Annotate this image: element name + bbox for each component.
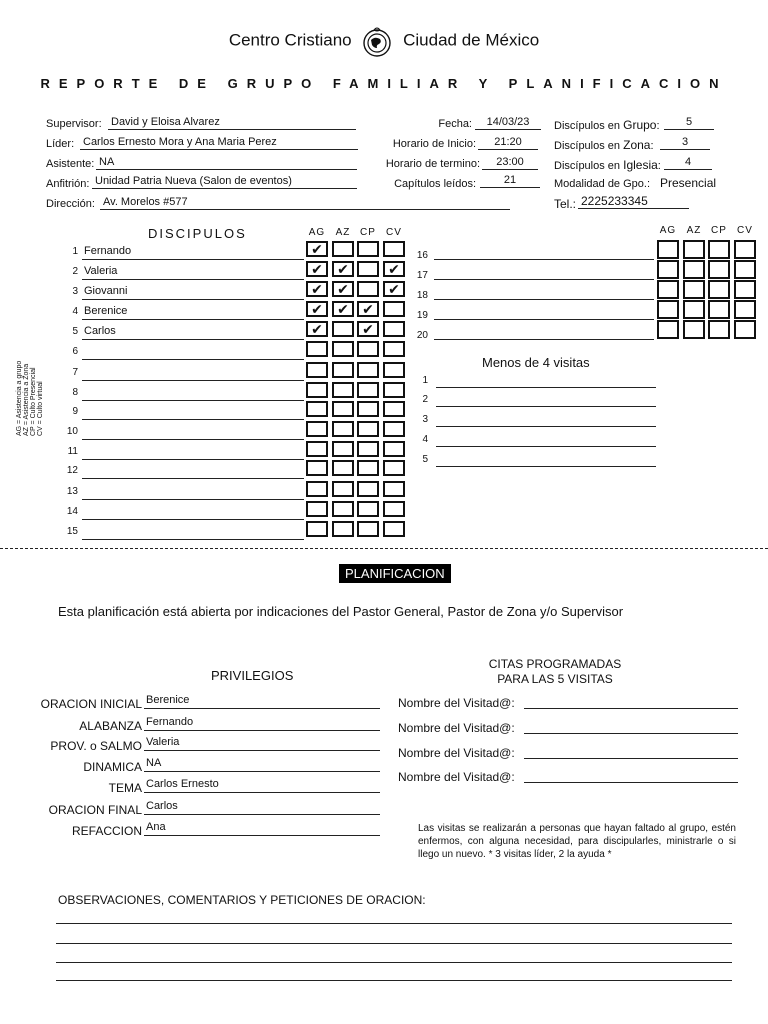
tel-label: Tel.: (554, 197, 577, 211)
horario-termino-field[interactable]: 23:00 (482, 156, 538, 170)
row-number: 10 (66, 426, 78, 437)
disciple-name-field[interactable] (434, 305, 654, 320)
attendance-checkbox-cv[interactable] (734, 280, 756, 299)
column-header-cp: CP (360, 227, 376, 238)
attendance-checkbox-ag[interactable] (657, 260, 679, 279)
horario-inicio-field[interactable]: 21:20 (478, 136, 538, 150)
org-header (0, 24, 768, 58)
attendance-checkbox-ag[interactable] (306, 460, 328, 476)
row-number: 3 (422, 414, 428, 425)
observaciones-label: OBSERVACIONES, COMENTARIOS Y PETICIONES DE ORACION: (58, 893, 426, 907)
attendance-checkbox-ag[interactable]: ✔ (306, 241, 328, 257)
attendance-checkbox-ag[interactable]: ✔ (306, 261, 328, 277)
disciple-name-field[interactable]: Valeria (82, 265, 304, 280)
attendance-checkbox-cp[interactable] (357, 521, 379, 537)
attendance-checkbox-az[interactable] (332, 481, 354, 497)
attendance-checkbox-cp[interactable] (357, 501, 379, 517)
row-number: 14 (66, 506, 78, 517)
observaciones-line[interactable] (56, 942, 732, 944)
attendance-checkbox-cv[interactable] (734, 260, 756, 279)
discipulos-zona-label: Discípulos en Zona: (554, 138, 654, 152)
attendance-checkbox-cv[interactable] (383, 321, 405, 337)
legend-ag: AG = Asistencia a grupo (16, 360, 23, 436)
discipulos-grupo-field[interactable]: 5 (664, 116, 714, 130)
row-number: 18 (416, 290, 428, 301)
attendance-checkbox-cp[interactable] (357, 382, 379, 398)
direccion-field[interactable]: Av. Morelos #577 (100, 196, 510, 210)
menos-visitas-name-field[interactable] (436, 373, 656, 388)
attendance-checkbox-cv[interactable] (383, 241, 405, 257)
attendance-checkbox-cp[interactable] (357, 421, 379, 437)
privilegio-label: TEMA (108, 781, 142, 795)
horario-termino-label: Horario de termino: (385, 158, 480, 170)
modalidad-label: Modalidad de Gpo.: (554, 178, 651, 190)
attendance-checkbox-cp[interactable] (357, 401, 379, 417)
supervisor-label: Supervisor: (46, 118, 102, 130)
column-header-cv: CV (737, 225, 753, 236)
row-number: 11 (67, 446, 78, 457)
attendance-checkbox-az[interactable] (683, 320, 705, 339)
observaciones-line[interactable] (56, 979, 732, 981)
citas-title (400, 657, 710, 687)
disciple-name-field[interactable] (82, 485, 304, 500)
attendance-checkbox-ag[interactable]: ✔ (306, 321, 328, 337)
attendance-checkbox-cp[interactable] (708, 240, 730, 259)
supervisor-field[interactable]: David y Eloisa Alvarez (108, 116, 356, 130)
citas-title-line1: CITAS PROGRAMADAS (488, 657, 622, 671)
attendance-checkbox-az[interactable] (332, 460, 354, 476)
legend-cp: CP = Culto Presencial (30, 367, 37, 436)
attendance-checkbox-ag[interactable] (306, 362, 328, 378)
row-number: 1 (72, 246, 78, 257)
attendance-checkbox-cv[interactable]: ✔ (383, 261, 405, 277)
menos-visitas-name-field[interactable] (436, 452, 656, 467)
attendance-checkbox-cv[interactable] (383, 521, 405, 537)
attendance-checkbox-cp[interactable] (357, 441, 379, 457)
attendance-checkbox-cv[interactable] (383, 401, 405, 417)
attendance-checkbox-cv[interactable] (383, 501, 405, 517)
attendance-checkbox-ag[interactable]: ✔ (306, 281, 328, 297)
attendance-checkbox-ag[interactable] (657, 240, 679, 259)
org-name-right: Ciudad de México (403, 30, 540, 50)
visitas-note: Las visitas se realizarán a personas que hayan faltado al grupo, estén enfermos, con alguna necesidad, para discipularles, ministrarle o si llego un nuevo. * 3 visitas líder, 2 la ayuda * (418, 823, 736, 860)
attendance-checkbox-ag[interactable] (306, 441, 328, 457)
privilegio-field[interactable]: Valeria (144, 736, 380, 751)
attendance-checkbox-az[interactable] (332, 501, 354, 517)
attendance-checkbox-cp[interactable] (357, 241, 379, 257)
disciple-name-field[interactable] (434, 265, 654, 280)
disciple-name-field[interactable] (82, 525, 304, 540)
lider-field[interactable]: Carlos Ernesto Mora y Ana Maria Perez (80, 136, 358, 150)
capitulos-label: Capítulos leídos: (394, 178, 476, 190)
globe-logo-icon (360, 24, 394, 58)
attendance-checkbox-cv[interactable] (383, 362, 405, 378)
observaciones-line[interactable] (56, 922, 732, 924)
attendance-checkbox-az[interactable]: ✔ (332, 301, 354, 317)
attendance-checkbox-az[interactable] (332, 521, 354, 537)
row-number: 4 (72, 306, 78, 317)
asistente-label: Asistente: (46, 158, 95, 170)
attendance-checkbox-az[interactable] (683, 280, 705, 299)
privilegio-label: DINAMICA (83, 760, 142, 774)
attendance-checkbox-az[interactable]: ✔ (332, 261, 354, 277)
visitado-field[interactable] (524, 768, 738, 783)
attendance-checkbox-cp[interactable] (708, 300, 730, 319)
attendance-checkbox-cp[interactable]: ✔ (357, 321, 379, 337)
citas-title-line2: PARA LAS 5 VISITAS (497, 672, 613, 686)
visitado-label: Nombre del Visitad@: (398, 746, 515, 760)
row-number: 1 (422, 375, 428, 386)
row-number: 2 (72, 266, 78, 277)
column-header-az: AZ (335, 227, 351, 238)
modalidad-field[interactable]: Presencial (660, 176, 717, 190)
attendance-checkbox-cv[interactable] (383, 460, 405, 476)
visitado-field[interactable] (524, 744, 738, 759)
row-number: 20 (416, 330, 428, 341)
fecha-field[interactable]: 14/03/23 (475, 116, 541, 130)
menos-visitas-name-field[interactable] (436, 412, 656, 427)
row-number: 9 (72, 406, 78, 417)
attendance-checkbox-cv[interactable] (734, 320, 756, 339)
disciple-name-field[interactable]: Giovanni (82, 285, 304, 300)
fecha-label: Fecha: (438, 118, 472, 130)
attendance-checkbox-ag[interactable] (657, 320, 679, 339)
section-divider (0, 548, 768, 549)
privilegio-field[interactable]: Fernando (144, 716, 380, 731)
attendance-checkbox-ag[interactable] (306, 382, 328, 398)
anfitrion-label: Anfitrión: (46, 178, 90, 190)
lider-label: Líder: (46, 138, 75, 150)
disciple-name-field[interactable] (434, 245, 654, 260)
attendance-checkbox-az[interactable] (332, 382, 354, 398)
attendance-checkbox-cp[interactable] (357, 460, 379, 476)
attendance-checkbox-cp[interactable] (357, 481, 379, 497)
attendance-checkbox-cv[interactable] (383, 481, 405, 497)
column-header-cp: CP (711, 225, 727, 236)
row-number: 7 (72, 367, 78, 378)
legend-cv: CV = Culto virtual (37, 381, 44, 436)
attendance-checkbox-az[interactable] (332, 241, 354, 257)
privilegio-label: ORACION FINAL (48, 803, 142, 817)
disciple-name-field[interactable]: Fernando (82, 245, 304, 260)
capitulos-field[interactable]: 21 (480, 174, 540, 188)
menos-visitas-title: Menos de 4 visitas (482, 355, 590, 370)
attendance-checkbox-cp[interactable] (357, 341, 379, 357)
row-number: 5 (72, 326, 78, 337)
tel-field[interactable]: 2225233345 (578, 195, 689, 209)
visitado-label: Nombre del Visitad@: (398, 696, 515, 710)
disciple-name-field[interactable] (82, 464, 304, 479)
disciple-name-field[interactable] (434, 285, 654, 300)
row-number: 19 (416, 310, 428, 321)
asistente-field[interactable]: NA (96, 156, 357, 170)
attendance-checkbox-cp[interactable] (357, 261, 379, 277)
attendance-checkbox-ag[interactable] (306, 401, 328, 417)
disciple-name-field[interactable] (434, 325, 654, 340)
row-number: 13 (66, 486, 78, 497)
column-header-cv: CV (386, 227, 402, 238)
org-name-left: Centro Cristiano (228, 30, 352, 50)
attendance-checkbox-ag[interactable] (306, 481, 328, 497)
attendance-checkbox-cv[interactable]: ✔ (383, 281, 405, 297)
attendance-checkbox-cv[interactable] (383, 301, 405, 317)
disciple-name-field[interactable] (82, 425, 304, 440)
disciple-name-field[interactable]: Carlos (82, 325, 304, 340)
discipulos-iglesia-field[interactable]: 4 (664, 156, 712, 170)
planificacion-title: PLANIFICACION (339, 564, 451, 583)
attendance-checkbox-az[interactable] (332, 441, 354, 457)
visitado-field[interactable] (524, 719, 738, 734)
attendance-checkbox-az[interactable] (683, 300, 705, 319)
planificacion-note: Esta planificación está abierta por indicaciones del Pastor General, Pastor de Zona y/o Supervisor (58, 604, 624, 619)
discipulos-zona-field[interactable]: 3 (660, 136, 710, 150)
row-number: 8 (72, 387, 78, 398)
attendance-checkbox-cp[interactable] (708, 320, 730, 339)
attendance-checkbox-cp[interactable] (357, 362, 379, 378)
privilegio-label: REFACCION (71, 824, 142, 838)
privilegio-field[interactable]: Carlos Ernesto (144, 778, 380, 793)
discipulos-iglesia-label: Discípulos en Iglesia: (554, 158, 661, 172)
observaciones-line[interactable] (56, 961, 732, 963)
attendance-checkbox-az[interactable] (332, 321, 354, 337)
attendance-legend (16, 361, 44, 436)
row-number: 4 (422, 434, 428, 445)
attendance-checkbox-cv[interactable] (383, 341, 405, 357)
attendance-checkbox-cv[interactable] (734, 240, 756, 259)
attendance-checkbox-ag[interactable]: ✔ (306, 301, 328, 317)
column-header-ag: AG (659, 225, 677, 236)
attendance-checkbox-az[interactable] (683, 240, 705, 259)
menos-visitas-name-field[interactable] (436, 432, 656, 447)
attendance-checkbox-az[interactable] (332, 421, 354, 437)
attendance-checkbox-cv[interactable] (383, 421, 405, 437)
disciple-name-field[interactable]: Berenice (82, 305, 304, 320)
privilegios-title: PRIVILEGIOS (211, 668, 294, 683)
privilegio-label: PROV. o SALMO (50, 739, 142, 753)
direccion-label: Dirección: (46, 198, 95, 210)
anfitrion-field[interactable]: Unidad Patria Nueva (Salon de eventos) (92, 175, 357, 189)
attendance-checkbox-az[interactable] (683, 260, 705, 279)
discipulos-grupo-label: Discípulos en Grupo: (554, 118, 660, 132)
attendance-checkbox-ag[interactable] (306, 341, 328, 357)
horario-inicio-label: Horario de Inicio: (392, 138, 476, 150)
attendance-checkbox-ag[interactable] (657, 280, 679, 299)
attendance-checkbox-ag[interactable] (657, 300, 679, 319)
legend-az: AZ = Asistencia a Zona (23, 363, 30, 436)
privilegio-field[interactable]: Ana (144, 821, 380, 836)
disciple-name-field[interactable] (82, 386, 304, 401)
disciple-name-field[interactable] (82, 345, 304, 360)
attendance-checkbox-ag[interactable] (306, 521, 328, 537)
disciple-name-field[interactable] (82, 405, 304, 420)
attendance-checkbox-cv[interactable] (383, 382, 405, 398)
row-number: 12 (66, 465, 78, 476)
attendance-checkbox-ag[interactable] (306, 501, 328, 517)
disciple-name-field[interactable] (82, 505, 304, 520)
attendance-checkbox-cp[interactable] (708, 280, 730, 299)
visitado-label: Nombre del Visitad@: (398, 770, 515, 784)
attendance-checkbox-az[interactable] (332, 341, 354, 357)
privilegio-label: ALABANZA (79, 719, 142, 733)
attendance-checkbox-cp[interactable] (357, 281, 379, 297)
privilegio-field[interactable]: NA (144, 757, 380, 772)
row-number: 3 (72, 286, 78, 297)
row-number: 2 (422, 394, 428, 405)
row-number: 16 (416, 250, 428, 261)
row-number: 6 (72, 346, 78, 357)
visitado-field[interactable] (524, 694, 738, 709)
menos-visitas-name-field[interactable] (436, 392, 656, 407)
attendance-checkbox-az[interactable] (332, 401, 354, 417)
attendance-checkbox-cp[interactable]: ✔ (357, 301, 379, 317)
disciple-name-field[interactable] (82, 445, 304, 460)
attendance-checkbox-az[interactable] (332, 362, 354, 378)
row-number: 15 (66, 526, 78, 537)
report-title: REPORTE DE GRUPO FAMILIAR Y PLANIFICACION (40, 76, 728, 91)
disciple-name-field[interactable] (82, 366, 304, 381)
discipulos-title: DISCIPULOS (148, 226, 247, 241)
attendance-checkbox-cp[interactable] (708, 260, 730, 279)
attendance-checkbox-cv[interactable] (734, 300, 756, 319)
privilegio-label: ORACION INICIAL (40, 697, 142, 711)
privilegio-field[interactable]: Berenice (144, 694, 380, 709)
attendance-checkbox-ag[interactable] (306, 421, 328, 437)
attendance-checkbox-az[interactable]: ✔ (332, 281, 354, 297)
column-header-az: AZ (686, 225, 702, 236)
column-header-ag: AG (308, 227, 326, 238)
attendance-checkbox-cv[interactable] (383, 441, 405, 457)
row-number: 17 (416, 270, 428, 281)
row-number: 5 (422, 454, 428, 465)
visitado-label: Nombre del Visitad@: (398, 721, 515, 735)
privilegio-field[interactable]: Carlos (144, 800, 380, 815)
